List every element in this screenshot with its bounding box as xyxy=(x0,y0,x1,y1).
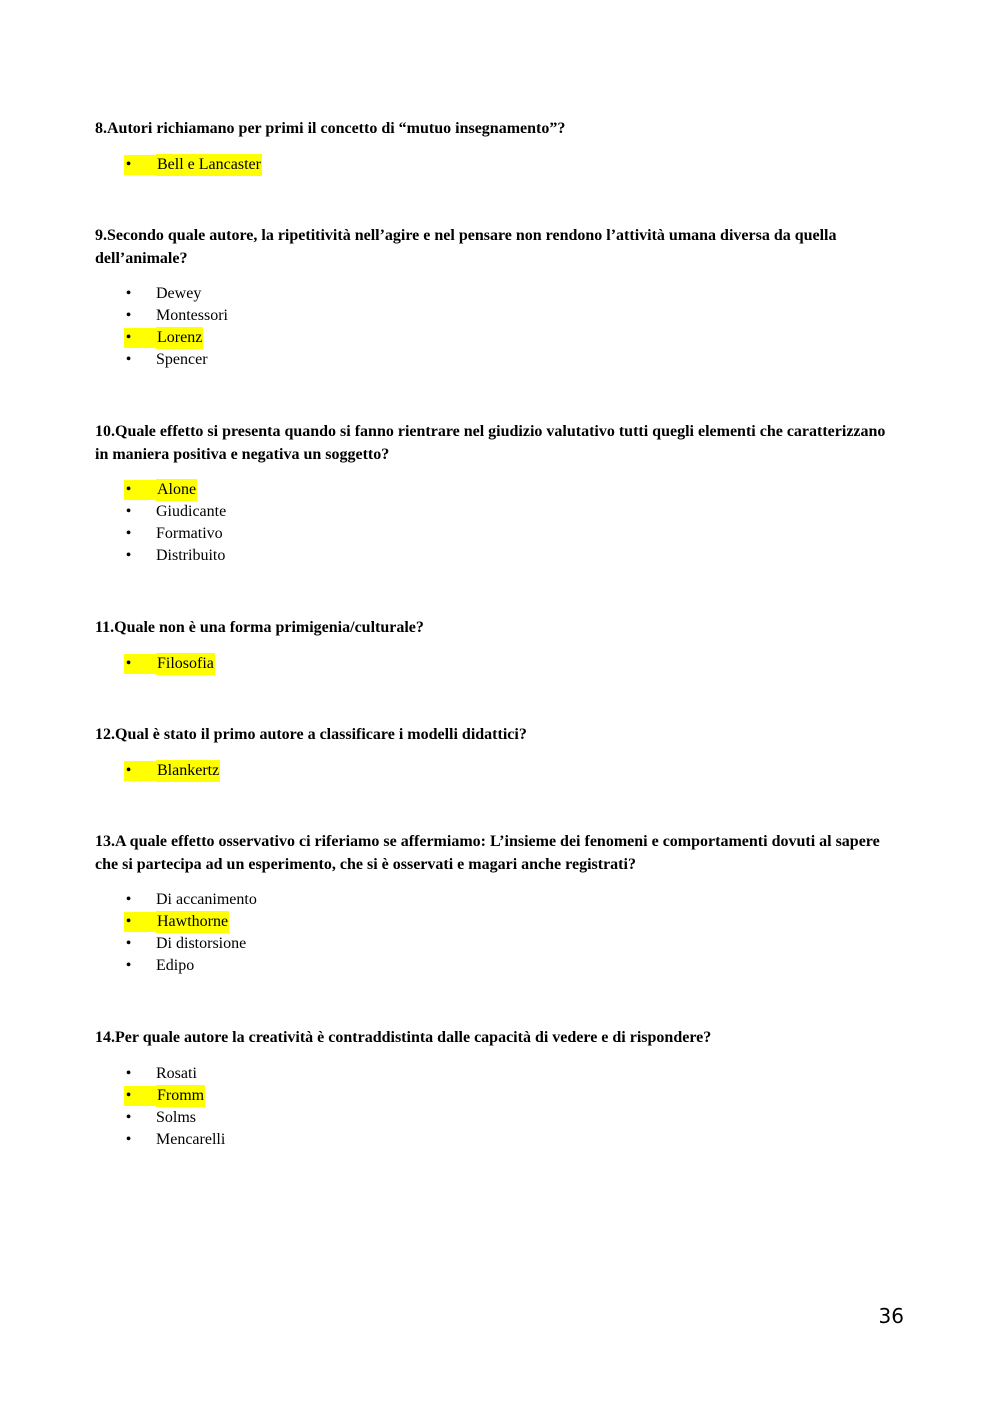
option-label: Mencarelli xyxy=(156,1131,226,1148)
question-12: 12.Qual è stato il primo autore a classificare i modelli didattici? xyxy=(95,726,527,743)
bullet-icon: • xyxy=(125,762,132,779)
bullet-icon: • xyxy=(125,913,132,930)
bullet-icon: • xyxy=(125,1131,132,1148)
bullet-icon: • xyxy=(125,1109,132,1126)
option-label: Bell e Lancaster xyxy=(156,154,262,176)
option-label: Lorenz xyxy=(156,327,203,349)
bullet-icon: • xyxy=(125,307,132,324)
bullet-icon: • xyxy=(125,1065,132,1082)
option-label: Di distorsione xyxy=(156,935,247,952)
page-number: 36 xyxy=(878,1304,904,1328)
question-11: 11.Quale non è una forma primigenia/culturale? xyxy=(95,619,424,636)
option-label: Montessori xyxy=(156,307,228,324)
question-10: 10.Quale effetto si presenta quando si fanno rientrare nel giudizio valutativo tutti quegli elementi che caratterizzano in maniera positiva e negativa un soggetto? xyxy=(95,423,886,463)
option-label: Distribuito xyxy=(156,547,226,564)
option-label: Filosofia xyxy=(156,653,215,675)
bullet-icon: • xyxy=(125,957,132,974)
bullet-icon: • xyxy=(125,655,132,672)
question-14: 14.Per quale autore la creatività è contraddistinta dalle capacità di vedere e di rispondere? xyxy=(95,1029,712,1046)
bullet-icon: • xyxy=(125,547,132,564)
bullet-icon: • xyxy=(125,891,132,908)
question-9: 9.Secondo quale autore, la ripetitività nell’agire e nel pensare non rendono l’attività umana diversa da quella dell’animale? xyxy=(95,227,837,267)
bullet-icon: • xyxy=(125,329,132,346)
option-label: Hawthorne xyxy=(156,911,229,933)
option-label: Giudicante xyxy=(156,503,227,520)
question-8: 8.Autori richiamano per primi il concetto di “mutuo insegnamento”? xyxy=(95,120,566,137)
option-label: Dewey xyxy=(156,285,202,302)
bullet-icon: • xyxy=(125,525,132,542)
option-label: Di accanimento xyxy=(156,891,257,908)
option-label: Rosati xyxy=(156,1065,197,1082)
bullet-icon: • xyxy=(125,285,132,302)
option-label: Solms xyxy=(156,1109,197,1126)
bullet-icon: • xyxy=(125,503,132,520)
bullet-icon: • xyxy=(125,351,132,368)
option-label: Spencer xyxy=(156,351,208,368)
bullet-icon: • xyxy=(125,1087,132,1104)
bullet-icon: • xyxy=(125,935,132,952)
option-label: Formativo xyxy=(156,525,223,542)
option-label: Blankertz xyxy=(156,760,220,782)
option-label: Edipo xyxy=(156,957,195,974)
option-label: Fromm xyxy=(156,1085,205,1107)
bullet-icon: • xyxy=(125,156,132,173)
bullet-icon: • xyxy=(125,481,132,498)
option-label: Alone xyxy=(156,479,197,501)
question-13: 13.A quale effetto osservativo ci riferiamo se affermiamo: L’insieme dei fenomeni e comportamenti dovuti al sapere che si partecipa ad un esperimento, che si è osservati e magari anche registrati? xyxy=(95,833,880,873)
